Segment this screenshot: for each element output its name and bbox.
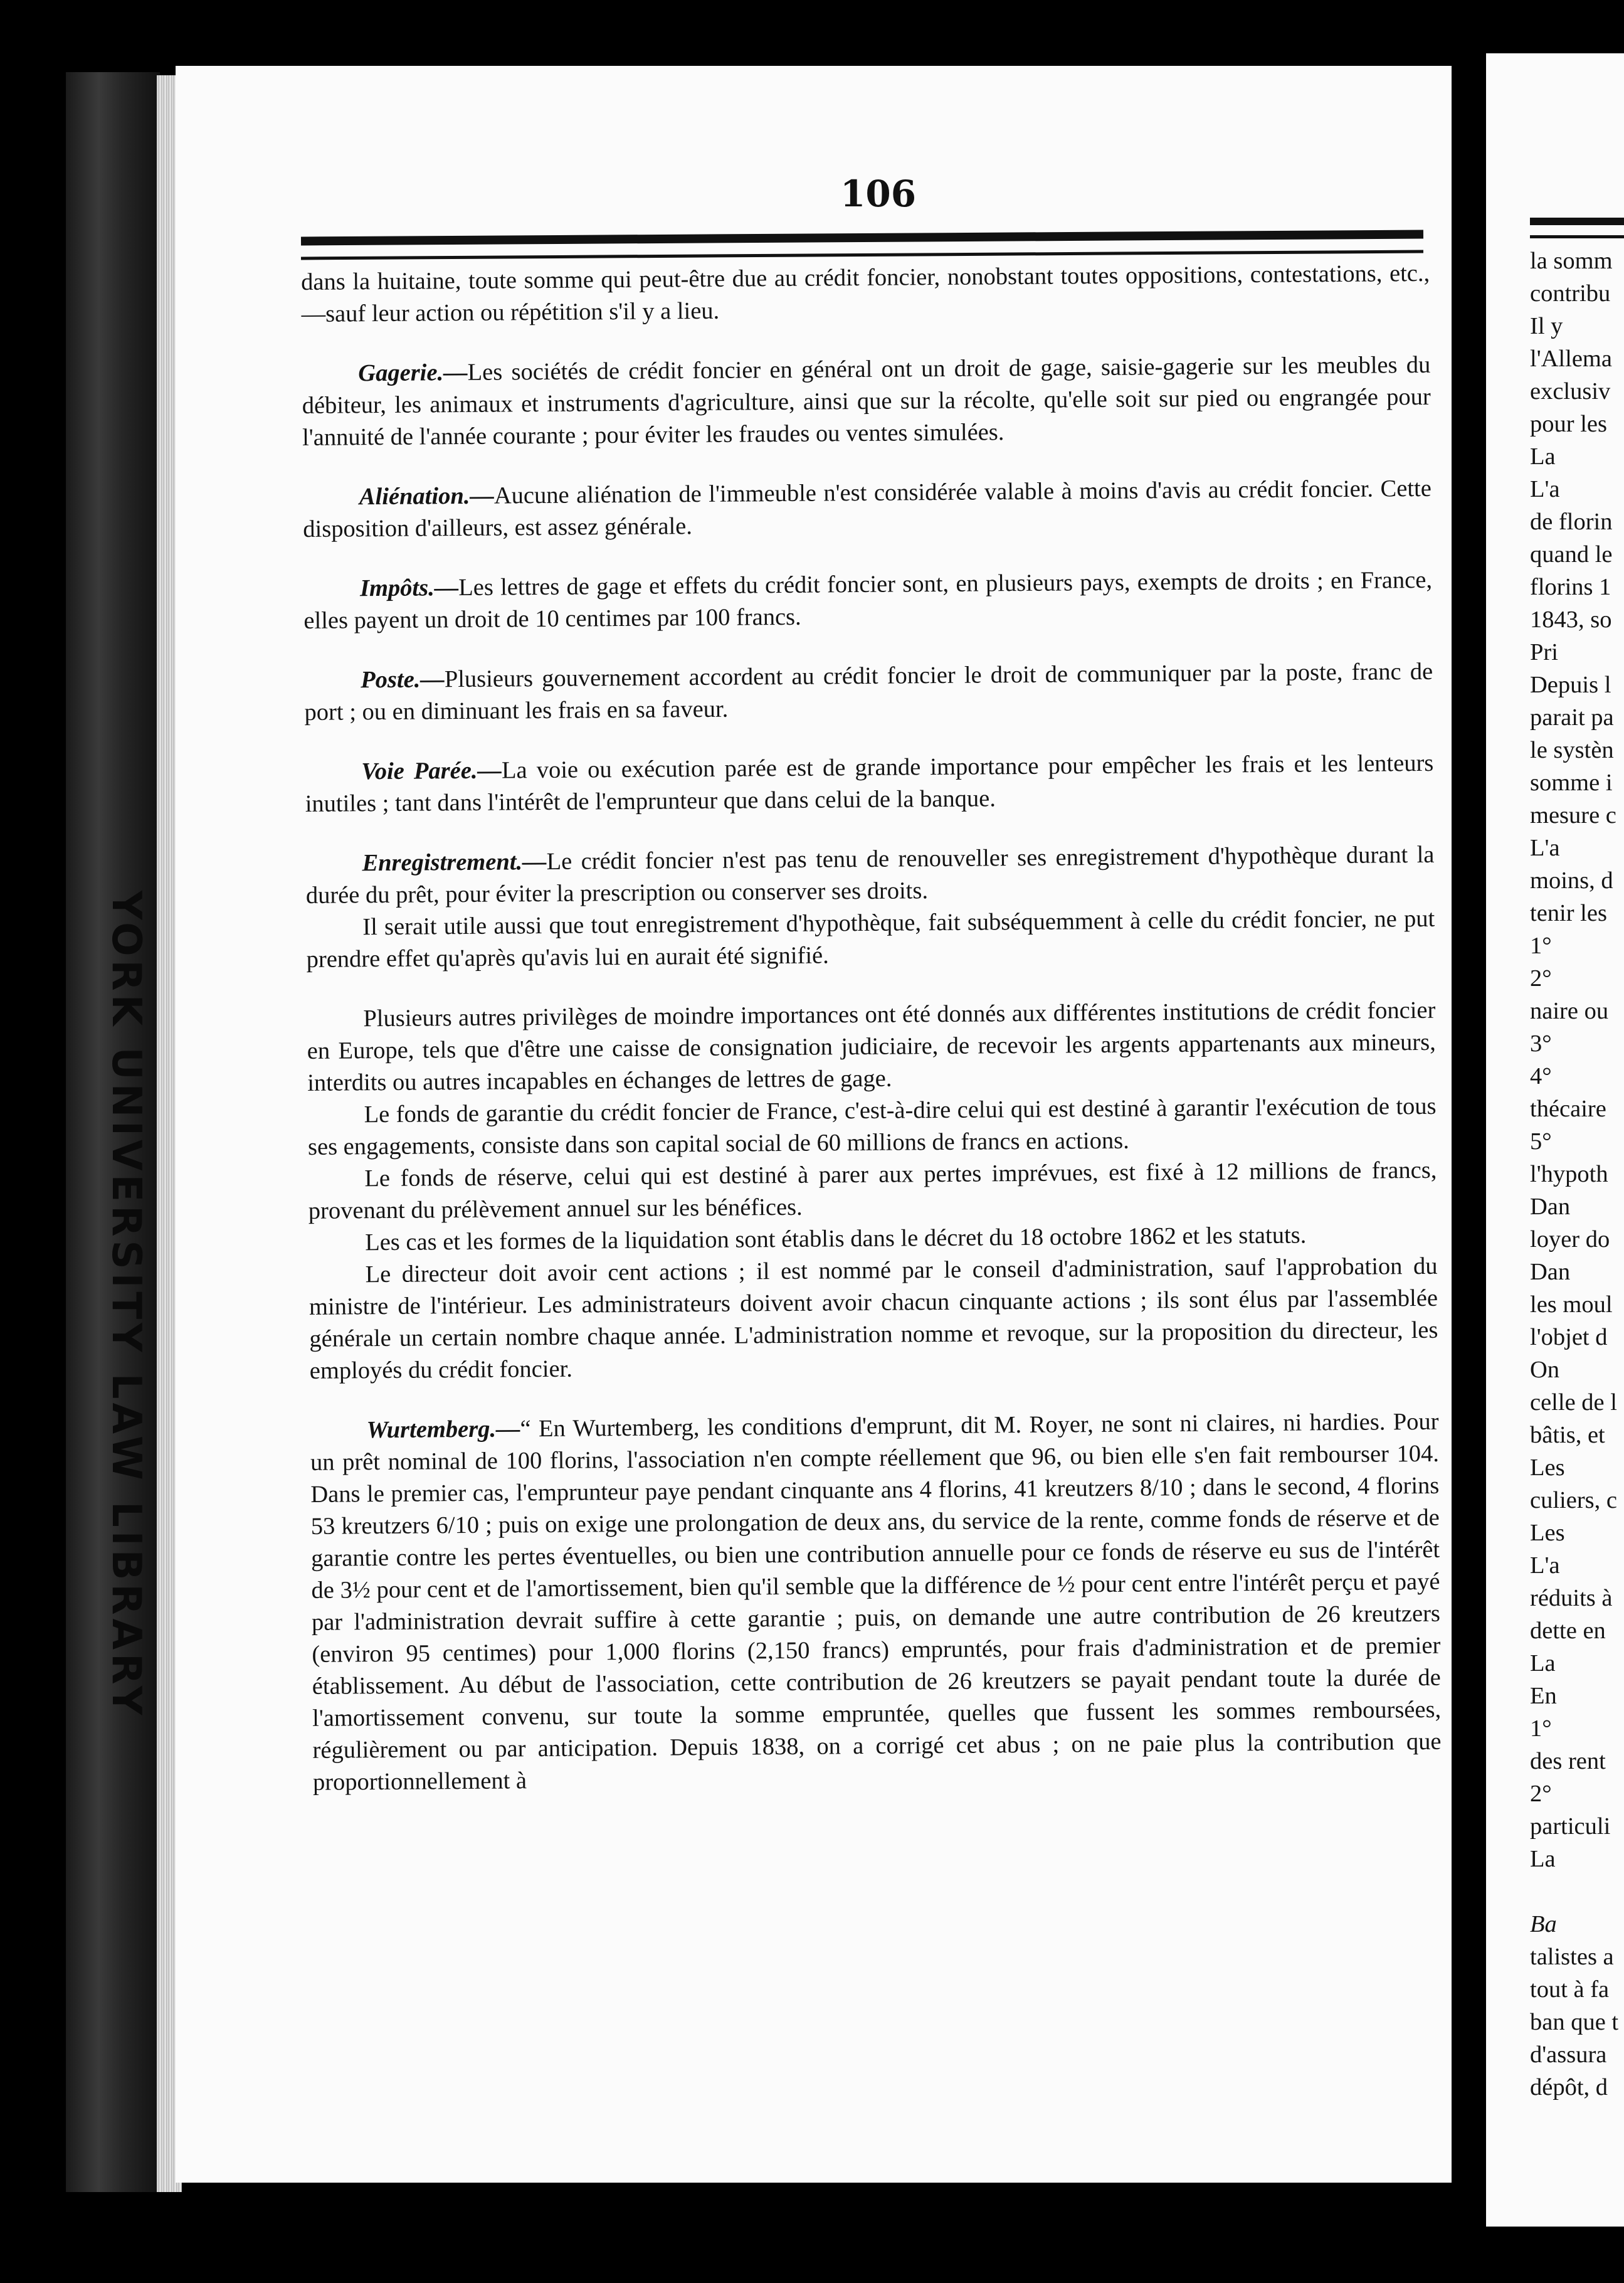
adjacent-line: le systèn [1530, 737, 1614, 763]
adjacent-line: l'hypoth [1530, 1161, 1608, 1187]
adjacent-line: Dan [1530, 1259, 1571, 1285]
library-stamp: YORK UNIVERSITY LAW LIBRARY [103, 891, 149, 1719]
adjacent-line: Les [1530, 1520, 1565, 1546]
paragraph-text: Plusieurs autres privilèges de moindre importances ont été donnés aux différentes institutions de crédit foncier en Europe, tels que d'être une caisse de consignation judiciaire, de recevoir les argents appartenants aux mineurs, interdits ou autres incapables en échanges de lettres de gage. [307, 997, 1436, 1096]
paragraph [304, 656, 1433, 729]
paragraph [307, 1091, 1437, 1163]
adjacent-page-text [1530, 245, 1624, 2104]
adjacent-line: somme i [1530, 770, 1613, 796]
paragraph-heading: Poste.— [361, 666, 445, 694]
paragraph-heading: Aliénation.— [359, 482, 495, 511]
adjacent-line: la somm [1530, 248, 1613, 274]
adjacent-line: parait pa [1530, 704, 1614, 731]
paragraph-heading: Wurtemberg.— [366, 1416, 520, 1444]
adjacent-line: talistes a [1530, 1944, 1614, 1970]
paragraph [305, 748, 1434, 820]
adjacent-line: loyer do [1530, 1226, 1610, 1253]
paragraph-heading: Enregistrement.— [362, 848, 547, 877]
adjacent-line: 3° [1530, 1030, 1552, 1057]
adjacent-line [1530, 1875, 1624, 1908]
adjacent-line: thécaire [1530, 1096, 1606, 1122]
adjacent-line: contribu [1530, 280, 1611, 307]
adjacent-line: moins, d [1530, 867, 1613, 894]
adjacent-line: dépôt, d [1530, 2074, 1608, 2100]
adjacent-line: réduits à [1530, 1585, 1613, 1611]
adjacent-line: exclusiv [1530, 378, 1611, 405]
page-number: 106 [840, 172, 917, 215]
paragraph-text: La voie ou exécution parée est de grande importance pour empêcher les frais et les lenteurs inutiles ; tant dans l'intérêt de l'emprunteur que dans celui de la banque. [305, 750, 1434, 817]
adjacent-line: pour les [1530, 411, 1607, 437]
paragraph [306, 903, 1435, 976]
adjacent-line: 2° [1530, 1781, 1552, 1807]
paragraph [308, 1251, 1438, 1387]
adjacent-line: Ba [1530, 1911, 1557, 1937]
adjacent-line: des rent [1530, 1748, 1606, 1774]
adjacent-line: On [1530, 1357, 1560, 1383]
adjacent-line: d'assura [1530, 2042, 1607, 2068]
paragraph [303, 564, 1433, 637]
adjacent-line: La [1530, 443, 1556, 470]
adjacent-line: de florin [1530, 509, 1613, 535]
paragraph-heading: Voie Parée.— [361, 757, 502, 785]
adjacent-line: 2° [1530, 965, 1552, 992]
adjacent-line: culiers, c [1530, 1487, 1617, 1513]
paragraph-text: Le directeur doit avoir cent actions ; il est nommé par le conseil d'administration, sauf l'approbation du ministre de l'intérieur. Les administrateurs doivent avoir chacun cinquante actions ; ils sont élus par l'assemblée générale un certain nombre chaque année. L'administration nomme et revoque, sur la proposition du directeur, les employés du crédit foncier. [308, 1253, 1438, 1384]
adjacent-line: mesure c [1530, 802, 1616, 829]
adjacent-header-rule-thin [1530, 235, 1624, 238]
adjacent-line: naire ou [1530, 998, 1609, 1024]
adjacent-line: Dan [1530, 1194, 1571, 1220]
paragraph-text: Les cas et les formes de la liquidation sont établis dans le décret du 18 octobre 1862 et les statuts. [365, 1222, 1307, 1256]
paragraph [310, 1406, 1442, 1799]
adjacent-line: L'a [1530, 1552, 1560, 1579]
paragraph [303, 473, 1432, 546]
paragraph-text: dans la huitaine, toute somme qui peut-être due au crédit foncier, nonobstant toutes oppositions, contestations, etc.,—sauf leur action ou répétition s'il y a lieu. [301, 260, 1430, 327]
paragraph-heading: Impôts.— [359, 575, 459, 602]
adjacent-line: tout à fa [1530, 1976, 1610, 2003]
paragraph-text: “ En Wurtemberg, les conditions d'emprunt, dit M. Royer, ne sont ni claires, ni hardies. Pour un prêt nominal de 100 florins, l'association n'en compte réellement que 96, ou bien elle s'en fait rembourser 104. Dans le premier cas, l'emprunteur paye pendant cinquante ans 4 florins, 41 kreutzers 8/10 ; dans le second, 4 florins 53 kreutzers 6/10 ; puis on exige une prolongation de deux ans, du service de la rente, comme fonds de réserve et de garantie contre les pertes éventuelles, ou bien une contribution annuelle pour ce fonds de réserve eu sus de l'intérêt de 3½ pour cent et de l'amortissement, bien qu'il semble que la différence de ½ pour cent entre l'intérêt perçu et payé par l'administration devrait suffire à cette garantie ; puis, on demande une autre contribution de 26 kreutzers (environ 95 centimes) pour 1,000 florins (2,150 francs) empruntés, pour frais d'administration et de premier établissement. Au début de l'association, cette contribution de 26 kreutzers se payait pendant toute la durée de l'amortissement convenu, sur toute la somme empruntée, quelles que fussent les sommes remboursées, régulièrement ou par anticipation. Depuis 1838, on a corrigé cet abus ; on ne paie plus la contribution que proportionnellement à [310, 1408, 1442, 1796]
adjacent-line: l'Allema [1530, 346, 1612, 372]
page-text-body [301, 258, 1442, 1799]
paragraph-text: Aucune aliénation de l'immeuble n'est considérée valable à moins d'avis au crédit foncier. Cette disposition d'ailleurs, est assez générale. [303, 475, 1432, 543]
paragraph-text: Le fonds de réserve, celui qui est destiné à parer aux pertes imprévues, est fixé à 12 millions de francs, provenant du prélèvement annuel sur les bénéfices. [308, 1157, 1437, 1224]
paragraph [302, 349, 1431, 454]
adjacent-line: dette en [1530, 1618, 1606, 1644]
paragraph-text: Le fonds de garantie du crédit foncier de France, c'est-à-dire celui qui est destiné à garantir l'exécution de tous ses engagements, consiste dans son capital social de 60 millions de francs en actions. [307, 1093, 1437, 1160]
adjacent-line: La [1530, 1846, 1556, 1872]
adjacent-line: tenir les [1530, 900, 1607, 926]
adjacent-line: Depuis l [1530, 672, 1611, 698]
paragraph [307, 995, 1436, 1099]
adjacent-line: l'objet d [1530, 1324, 1608, 1350]
adjacent-line: 1° [1530, 933, 1552, 959]
paragraph [301, 258, 1430, 331]
adjacent-line: ban que t [1530, 2009, 1619, 2035]
paragraph-text: Le crédit foncier n'est pas tenu de renouveller ses enregistrement d'hypothèque durant la durée du prêt, pour éviter la prescription ou conserver ses droits. [305, 841, 1435, 909]
adjacent-line: La [1530, 1650, 1556, 1676]
paragraph-text: Les lettres de gage et effets du crédit foncier sont, en plusieurs pays, exempts de droits ; en France, elles payent un droit de 10 centimes par 100 francs. [303, 566, 1433, 634]
adjacent-line: florins 1 [1530, 574, 1611, 600]
adjacent-line: 5° [1530, 1128, 1552, 1155]
paragraph-text: Il serait utile aussi que tout enregistrement d'hypothèque, fait subséquemment à celle du crédit foncier, ne put prendre effet qu'après qu'avis lui en aurait été signifié. [306, 905, 1435, 973]
adjacent-line: Les [1530, 1454, 1565, 1481]
adjacent-line: Pri [1530, 639, 1558, 665]
paragraph-text: Les sociétés de crédit foncier en général ont un droit de gage, saisie-gagerie sur les meubles du débiteur, les animaux et instruments d'agriculture, ainsi que sur la récolte, qu'elle soit sur pied ou engrangée pour l'annuité de l'année courante ; pour éviter les fraudes ou ventes simulées. [302, 351, 1431, 451]
paragraph [308, 1155, 1437, 1227]
adjacent-header-rule-thick [1530, 218, 1624, 225]
adjacent-line: 1° [1530, 1715, 1552, 1742]
adjacent-line: bâtis, et [1530, 1422, 1605, 1448]
adjacent-line: 4° [1530, 1063, 1552, 1089]
adjacent-line: L'a [1530, 476, 1560, 502]
paragraph-heading: Gagerie.— [358, 359, 468, 387]
adjacent-line: Il y [1530, 313, 1563, 339]
adjacent-line: particuli [1530, 1813, 1611, 1840]
adjacent-line: 1843, so [1530, 607, 1612, 633]
adjacent-page [1486, 53, 1624, 2227]
paragraph-text: Plusieurs gouvernement accordent au crédit foncier le droit de communiquer par la poste, franc de port ; ou en diminuant les frais en sa faveur. [304, 658, 1433, 726]
adjacent-line: L'a [1530, 835, 1560, 861]
adjacent-line: quand le [1530, 541, 1613, 568]
adjacent-line: En [1530, 1683, 1557, 1709]
paragraph [305, 839, 1435, 912]
adjacent-line: les moul [1530, 1291, 1613, 1318]
adjacent-line: celle de l [1530, 1389, 1617, 1416]
